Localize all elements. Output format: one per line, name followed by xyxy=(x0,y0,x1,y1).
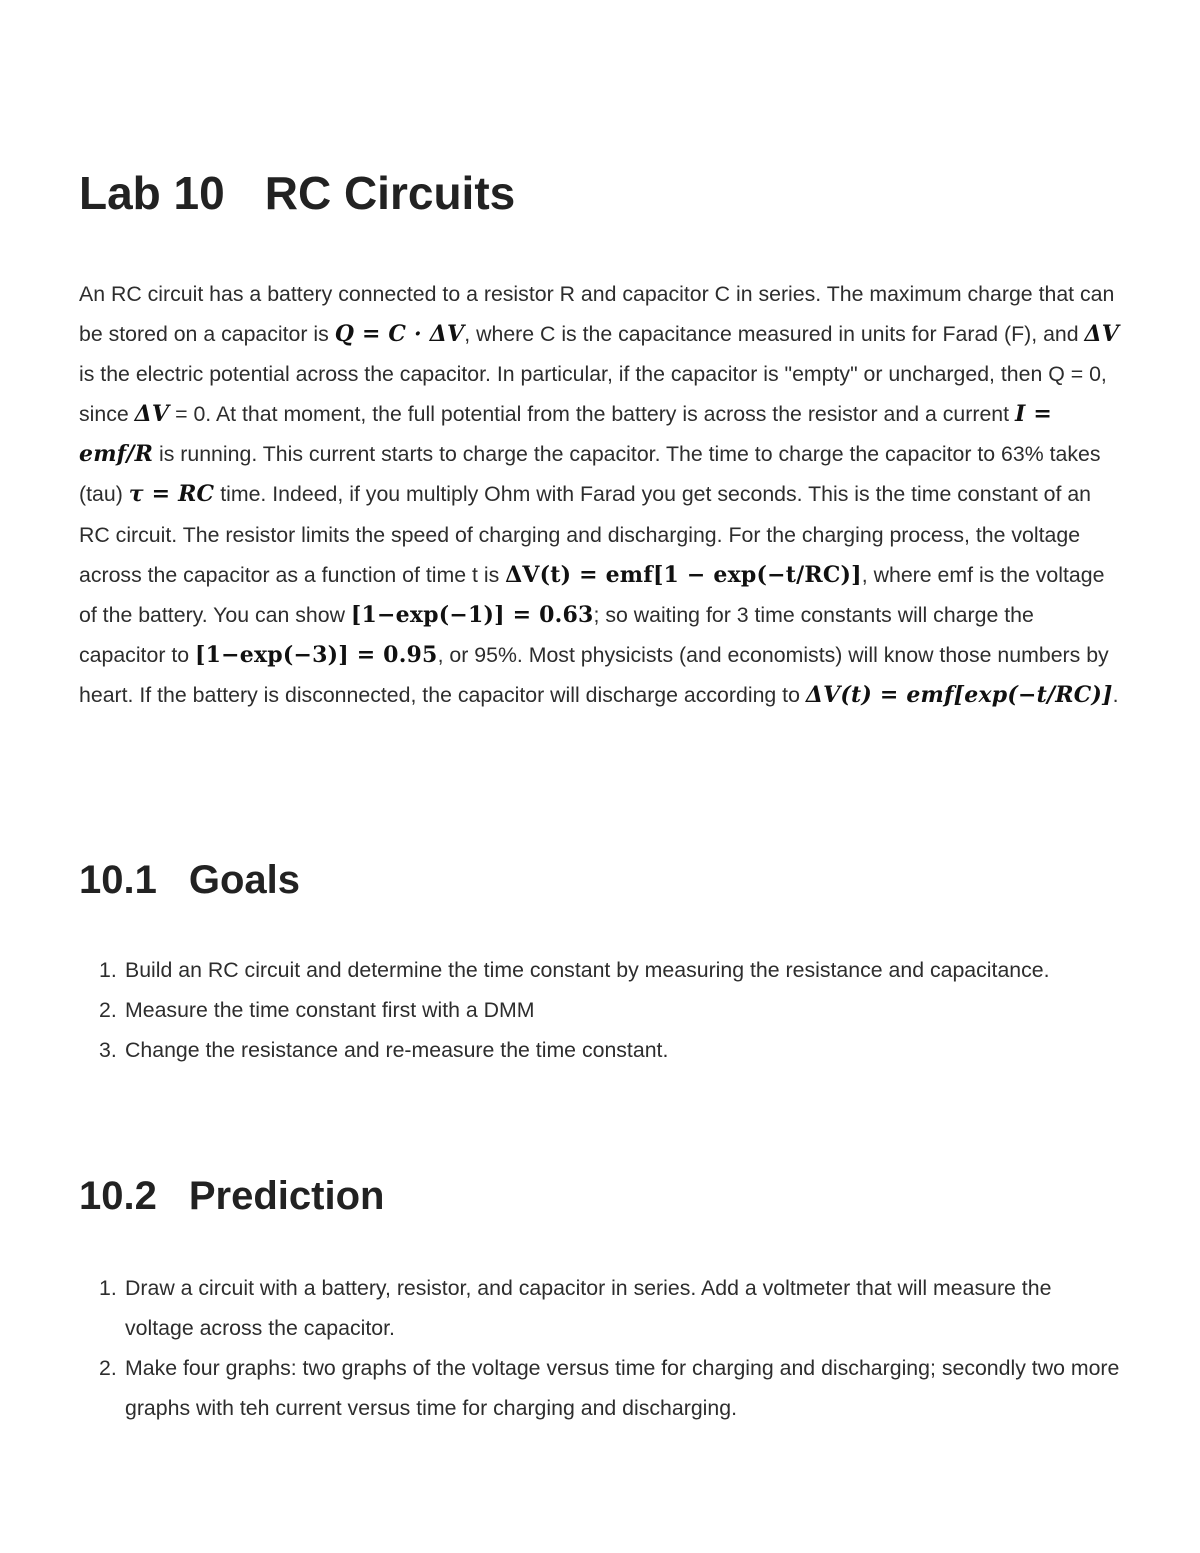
list-item xyxy=(79,950,1124,990)
intro-text-6: time. Indeed, if you multiply Ohm with Farad you get seconds. This is the time constant of an RC circuit. The resistor limits the speed of charging and discharging. For the charging process, the voltage across the capacitor as a function of time t is xyxy=(79,482,1092,587)
intro-text-7: , where emf is the voltage of the battery. You can show xyxy=(79,562,1105,627)
section-heading-goals xyxy=(79,858,300,903)
intro-text-3: is the electric potential across the capacitor. In particular, if the capacitor is "empty" or uncharged, then Q = 0, since xyxy=(79,362,1107,427)
list-item-text: Measure the time constant first with a DMM xyxy=(125,998,535,1023)
goals-list xyxy=(79,950,1124,1070)
list-number: 3. xyxy=(99,1038,117,1063)
formula-three-tau: [1−exp(−3)] = 0.95 xyxy=(195,641,438,668)
section-number: 10.2 xyxy=(79,1174,157,1218)
intro-text-5: is running. This current starts to charge the capacitor. The time to charge the capacitor to 63% takes (tau) xyxy=(79,442,1101,507)
list-number: 2. xyxy=(99,1356,117,1381)
formula-tau: τ = RC xyxy=(128,481,215,508)
intro-paragraph xyxy=(79,274,1124,715)
intro-text-8: ; so waiting for 3 time constants will charge the capacitor to xyxy=(79,602,1034,667)
list-item-text: Build an RC circuit and determine the time constant by measuring the resistance and capacitance. xyxy=(125,958,1050,982)
intro-text-2: , where C is the capacitance measured in units for Farad (F), and xyxy=(464,322,1085,347)
list-item-text: Change the resistance and re-measure the time constant. xyxy=(125,1038,669,1063)
section-title: Prediction xyxy=(188,1174,385,1218)
formula-current: I = emf/R xyxy=(79,401,1052,468)
intro-text-1: An RC circuit has a battery connected to a resistor R and capacitor C in series. The maximum charge that can be stored on a capacitor is xyxy=(79,282,1115,347)
formula-charging: ΔV(t) = emf[1 − exp(−t/RC)] xyxy=(505,561,862,588)
formula-charge: Q = C · ΔV xyxy=(334,321,465,348)
section-number: 10.1 xyxy=(79,858,157,902)
list-number: 2. xyxy=(99,998,117,1023)
lab-name: RC Circuits xyxy=(264,167,516,219)
page-title xyxy=(79,166,515,220)
intro-text-10: . xyxy=(1112,682,1119,707)
list-item xyxy=(79,1268,1124,1348)
formula-one-tau: [1−exp(−1)] = 0.63 xyxy=(350,601,594,628)
section-heading-prediction xyxy=(79,1174,384,1219)
formula-delta-v: ΔV xyxy=(1084,321,1120,348)
intro-text-9: , or 95%. Most physicists (and economists) will know those numbers by heart. If the battery is disconnected, the capacitor will discharge according to xyxy=(79,642,1109,707)
list-item-text: Draw a circuit with a battery, resistor, and capacitor in series. Add a voltmeter that will measure the voltage across the capacitor. xyxy=(125,1276,1052,1341)
list-item xyxy=(79,990,1124,1030)
lab-number: Lab 10 xyxy=(79,167,225,219)
list-number: 1. xyxy=(99,958,117,982)
intro-text-4: = 0. At that moment, the full potential from the battery is across the resistor and a current xyxy=(169,402,1015,427)
formula-delta-v-2: ΔV xyxy=(134,401,170,428)
prediction-list xyxy=(79,1268,1124,1428)
formula-discharging: ΔV(t) = emf[exp(−t/RC)] xyxy=(805,681,1113,708)
section-title: Goals xyxy=(188,858,301,902)
list-item xyxy=(79,1348,1124,1428)
list-item xyxy=(79,1030,1124,1070)
list-item-text: Make four graphs: two graphs of the voltage versus time for charging and discharging; secondly two more graphs with teh current versus time for charging and discharging. xyxy=(125,1356,1120,1421)
list-number: 1. xyxy=(99,1276,117,1300)
